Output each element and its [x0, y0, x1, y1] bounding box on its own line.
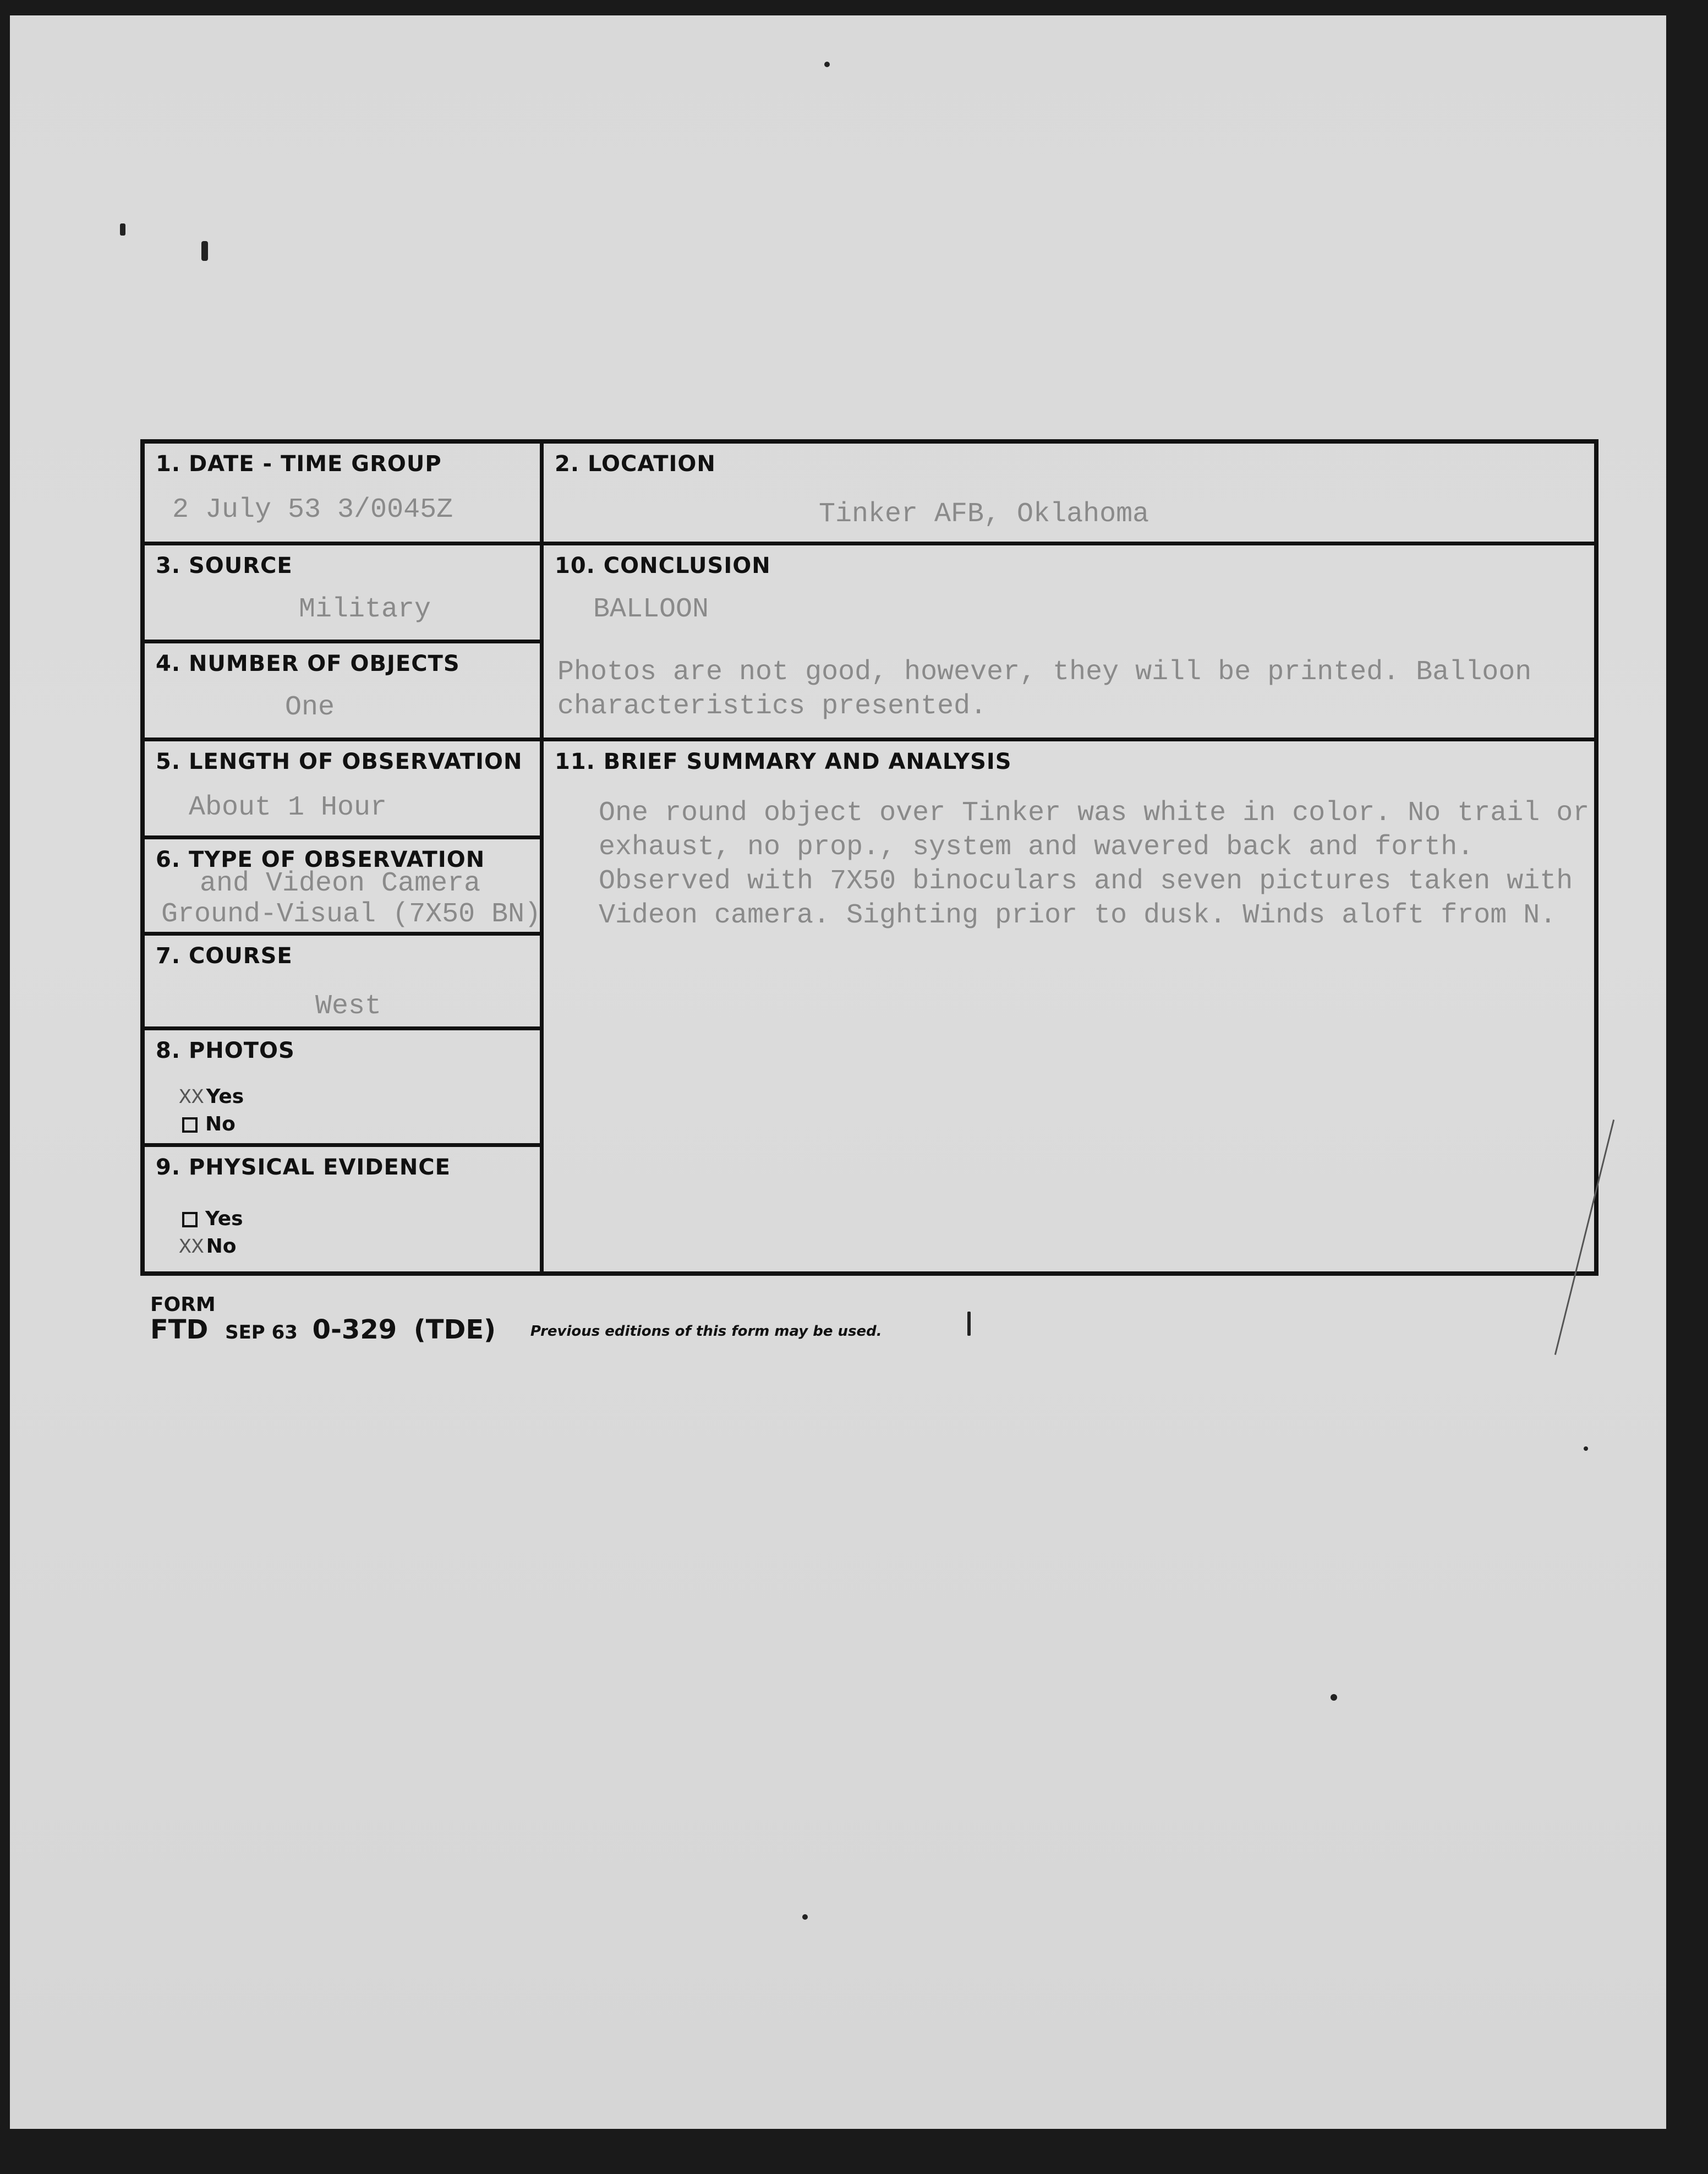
- photos-no-option: [182, 1113, 236, 1135]
- photos-yes-mark: XX: [179, 1086, 204, 1110]
- paper-speck: [1331, 1694, 1337, 1701]
- source-value: Military: [299, 594, 431, 625]
- summary-line: One round object over Tinker was white in color. No trail or: [599, 798, 1590, 829]
- photos-label: 8. PHOTOS: [156, 1038, 295, 1063]
- summary-line: exhaust, no prop., system and wavered back and forth.: [599, 832, 1474, 863]
- paper-speck: [824, 62, 830, 67]
- physical-no-label: No: [206, 1235, 237, 1258]
- footer-ftd: FTD: [150, 1314, 209, 1345]
- summary-line: Observed with 7X50 binoculars and seven pictures taken with: [599, 866, 1573, 897]
- physical-evidence-label: 9. PHYSICAL EVIDENCE: [156, 1155, 451, 1180]
- location-cell: [544, 444, 1594, 545]
- number-of-objects-cell: [145, 643, 544, 741]
- number-of-objects-value: One: [285, 692, 335, 723]
- course-value: West: [315, 991, 382, 1022]
- location-value: Tinker AFB, Oklahoma: [819, 499, 1149, 530]
- form-word: FORM: [150, 1293, 216, 1316]
- type-of-observation-cell: [145, 839, 544, 936]
- conclusion-note-line: Photos are not good, however, they will be printed. Balloon: [557, 657, 1532, 688]
- document-page: [10, 15, 1666, 2129]
- paper-speck: [201, 241, 208, 261]
- type-of-observation-label: 6. TYPE OF OBSERVATION: [156, 847, 485, 872]
- paper-speck: [1584, 1446, 1588, 1451]
- length-of-observation-label: 5. LENGTH OF OBSERVATION: [156, 749, 523, 774]
- length-of-observation-cell: [145, 741, 544, 839]
- conclusion-note-line: characteristics presented.: [557, 691, 987, 722]
- footer-number: 0-329: [312, 1314, 397, 1345]
- course-cell: [145, 936, 544, 1030]
- photos-yes-option: [179, 1085, 244, 1110]
- physical-yes-option: [182, 1208, 243, 1230]
- conclusion-value: BALLOON: [593, 594, 709, 625]
- summary-text: [599, 796, 1589, 933]
- date-time-value: 2 July 53 3/0045Z: [172, 494, 453, 526]
- physical-yes-label: Yes: [205, 1208, 243, 1230]
- photos-no-checkbox: [182, 1117, 198, 1133]
- summary-cell: [544, 741, 1594, 1276]
- paper-speck: [802, 1914, 808, 1920]
- photos-cell: [145, 1030, 544, 1147]
- summary-line: Videon camera. Sighting prior to dusk. Winds aloft from N.: [599, 900, 1557, 931]
- location-label: 2. LOCATION: [555, 451, 716, 477]
- footer-tde: (TDE): [413, 1314, 496, 1345]
- date-time-cell: [145, 444, 544, 545]
- photos-yes-label: Yes: [206, 1085, 244, 1108]
- conclusion-note: [557, 656, 1531, 724]
- footer-note: Previous editions of this form may be used.: [530, 1323, 882, 1340]
- paper-speck: [120, 223, 125, 236]
- footer-date: SEP 63: [225, 1321, 298, 1343]
- summary-label: 11. BRIEF SUMMARY AND ANALYSIS: [555, 749, 1012, 774]
- physical-no-option: [179, 1235, 236, 1259]
- conclusion-cell: [544, 545, 1594, 741]
- form-footer: [150, 1314, 882, 1345]
- type-of-observation-line2: Ground-Visual (7X50 BN): [161, 899, 541, 930]
- conclusion-label: 10. CONCLUSION: [555, 553, 771, 578]
- photos-no-label: No: [205, 1113, 236, 1135]
- type-of-observation-line1: and Videon Camera: [200, 868, 481, 899]
- paper-speck: [967, 1312, 971, 1336]
- number-of-objects-label: 4. NUMBER OF OBJECTS: [156, 651, 460, 676]
- physical-yes-checkbox: [182, 1212, 198, 1227]
- physical-evidence-cell: [145, 1147, 544, 1276]
- date-time-label: 1. DATE - TIME GROUP: [156, 451, 442, 477]
- source-label: 3. SOURCE: [156, 553, 293, 578]
- source-cell: [145, 545, 544, 643]
- course-label: 7. COURSE: [156, 943, 293, 969]
- physical-no-mark: XX: [179, 1236, 204, 1259]
- sighting-form: [140, 439, 1598, 1276]
- length-of-observation-value: About 1 Hour: [189, 792, 387, 823]
